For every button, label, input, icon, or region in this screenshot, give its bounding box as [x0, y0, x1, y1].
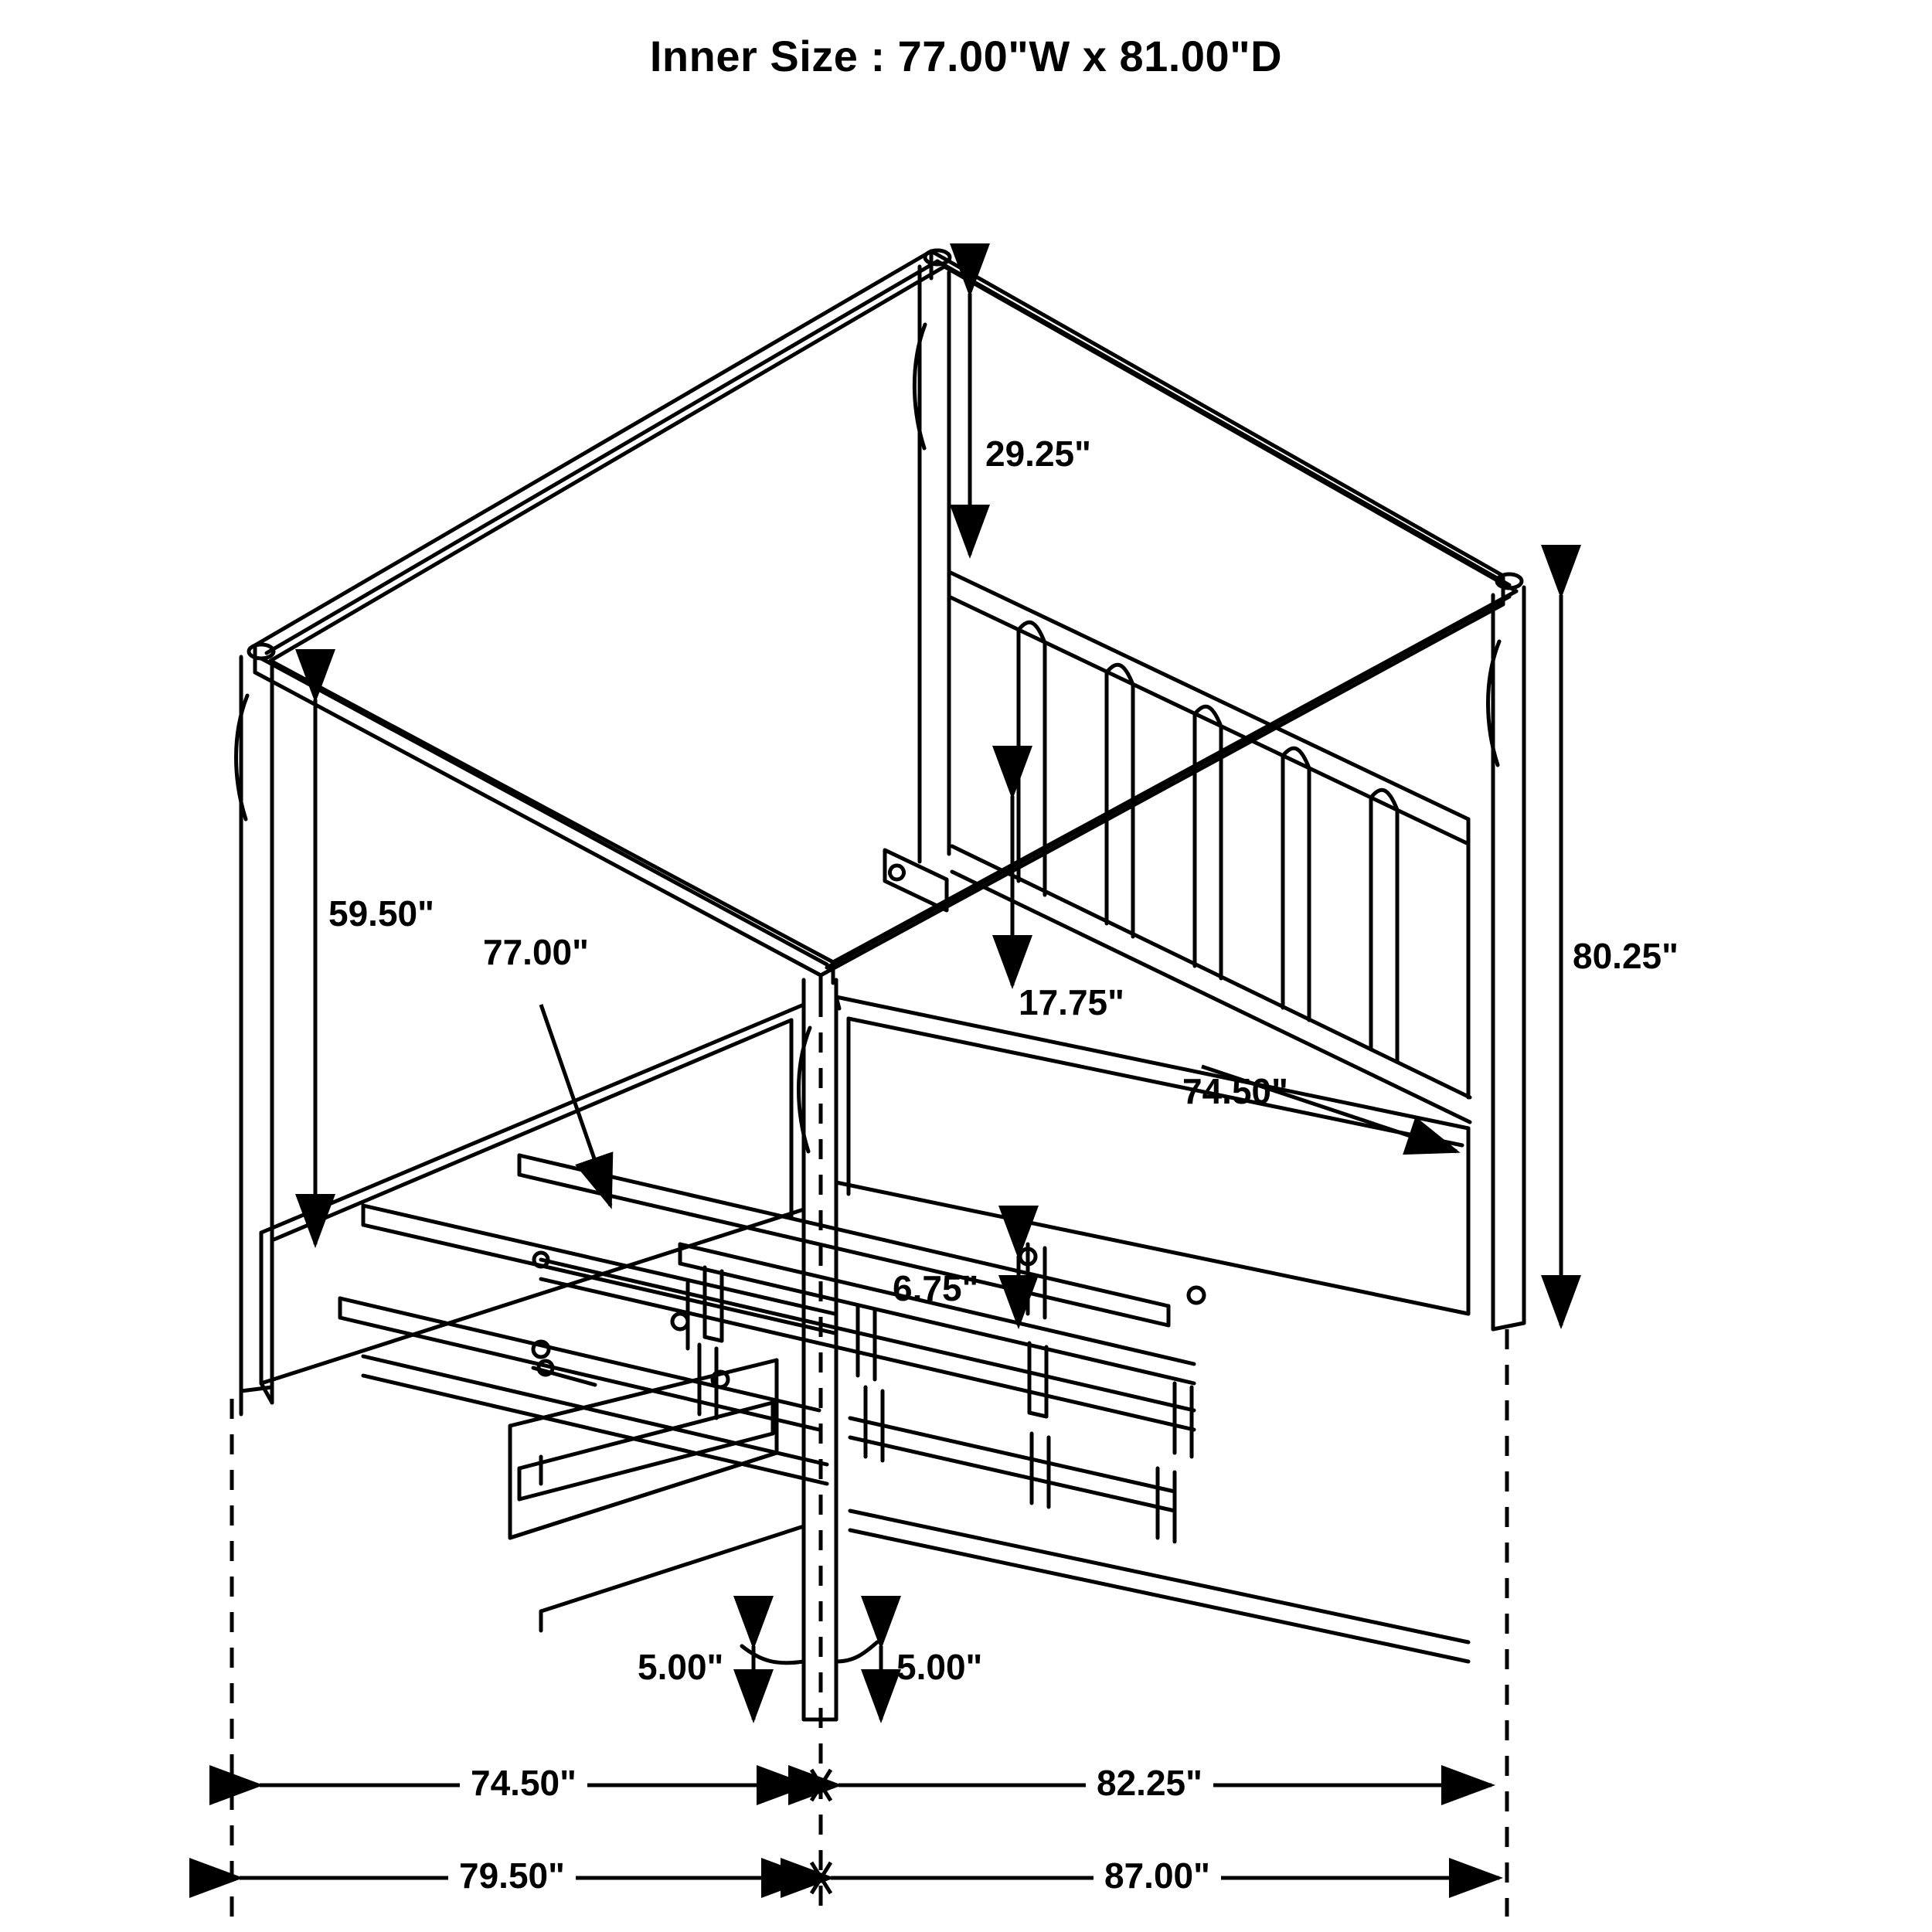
- dimension-label-17-75: 17.75": [1019, 982, 1124, 1022]
- dimension-label-29-25: 29.25": [985, 434, 1091, 474]
- dimension-label-59-50: 59.50": [328, 893, 434, 934]
- dimension-label-5-00-left: 5.00": [638, 1647, 724, 1687]
- dimension-label-5-00-right: 5.00": [896, 1647, 983, 1687]
- dimension-label-80-25: 80.25": [1573, 936, 1679, 976]
- dimension-label-87-00: 87.00": [1094, 1855, 1221, 1896]
- page-title: Inner Size : 77.00"W x 81.00"D: [649, 32, 1283, 80]
- dimension-label-74-50-footprint: 74.50": [460, 1762, 587, 1804]
- dimension-label-74-50-rail: 74.50": [1182, 1071, 1288, 1111]
- dimension-label-77-00: 77.00": [483, 932, 589, 972]
- dimension-label-6-75: 6.75": [893, 1268, 979, 1308]
- dimension-label-82-25: 82.25": [1086, 1762, 1213, 1804]
- dimension-label-79-50: 79.50": [448, 1855, 576, 1896]
